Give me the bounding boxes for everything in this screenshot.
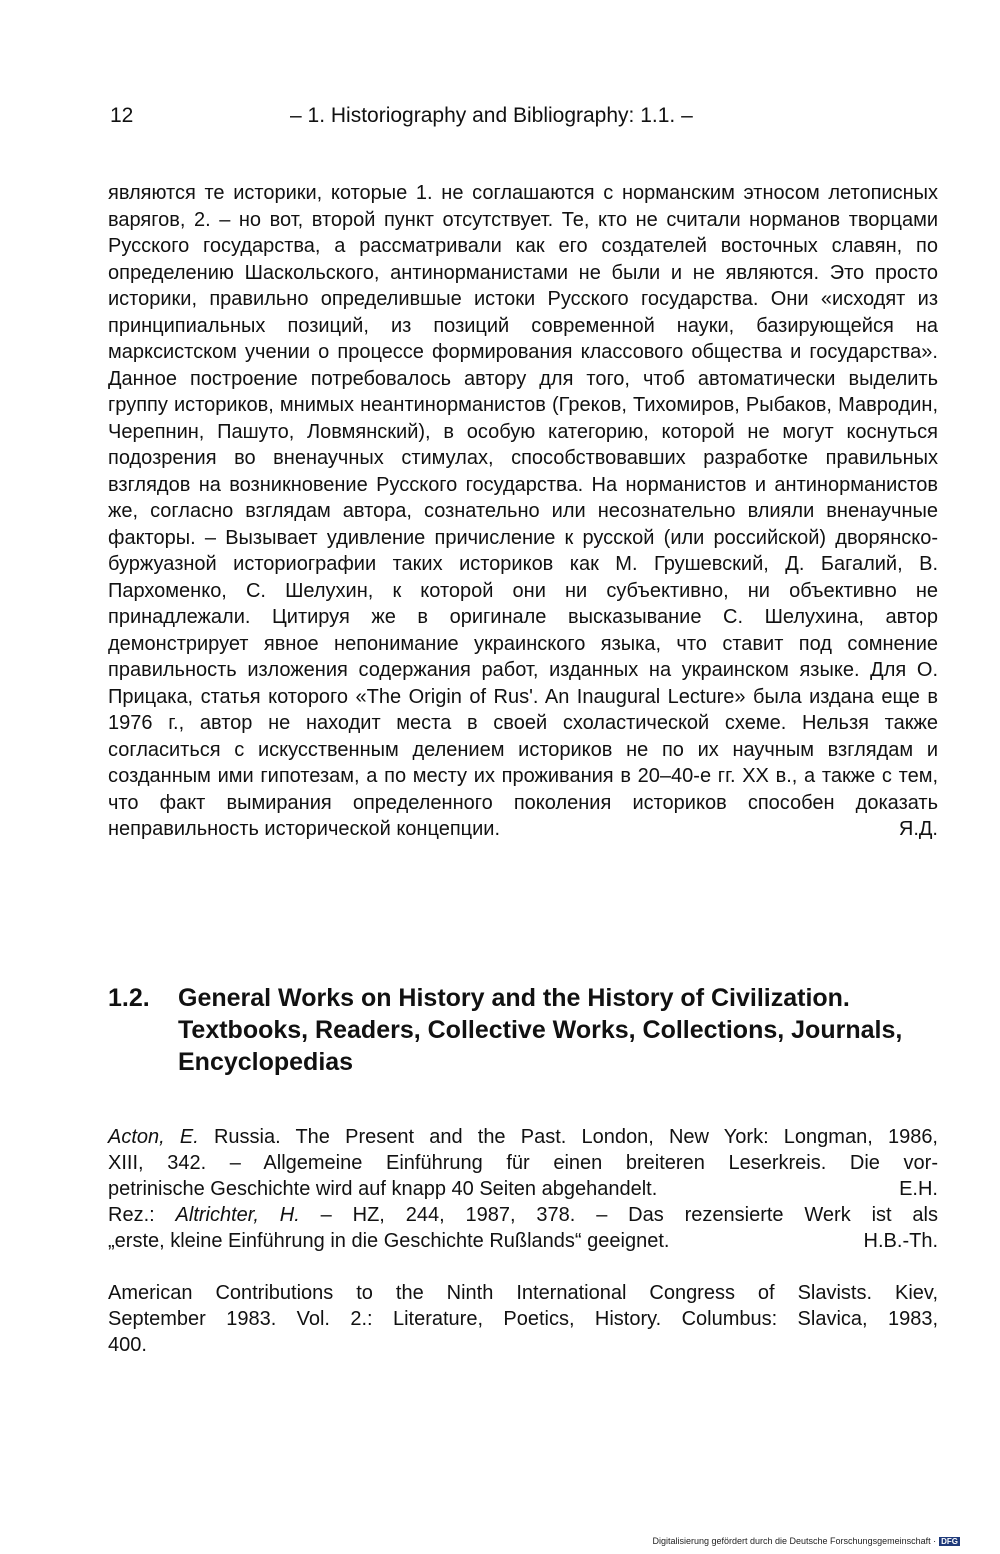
section-number: 1.2.	[108, 984, 150, 1012]
running-head: – 1. Historiography and Bibliography: 1.1. –	[290, 104, 693, 127]
dfg-logo: DFG	[941, 1537, 958, 1547]
footer-credit-text: Digitalisierung gefördert durch die Deutsche Forschungsgemeinschaft ·	[652, 1536, 937, 1546]
page-number: 12	[110, 104, 134, 127]
entry-signature: H.B.-Th.	[863, 1230, 938, 1252]
entry-line	[108, 1176, 938, 1202]
entry-signature: E.H.	[899, 1178, 938, 1200]
entry-text: – HZ, 244, 1987, 378. – Das rezensierte Werk ist als	[299, 1204, 938, 1226]
section-title	[178, 982, 948, 1078]
section-title-line: General Works on History and the History of Civilization.	[178, 984, 850, 1012]
bibliography-entry	[108, 1280, 938, 1358]
entry-line: September 1983. Vol. 2.: Literature, Poetics, History. Columbus: Slavica, 1983,	[108, 1308, 938, 1330]
review-text-block	[108, 180, 938, 843]
review-paragraph	[108, 180, 938, 843]
entry-line	[108, 1202, 938, 1228]
bibliography-entry	[108, 1124, 938, 1254]
review-signature: Я.Д.	[898, 818, 938, 840]
section-title-line: Textbooks, Readers, Collective Works, Collections, Journals,	[178, 1016, 903, 1044]
review-text: являются те историки, которые 1. не соглашаются с норманским этносом летописных варягов, 2. – но вот, второй пункт отсутствует. Те, кто не считали норманов творцами Русского государства, а рассматривали как его создателей восточных славян, по определению Шаскольского, антинорманистами не были и не являются. Это просто историки, правильно определившые истоки Русского государства. Они «исходят из принципиальных позиций, из позиций современной науки, базирующейся на марксистском учении о процессе формирования классового общества и государства». Данное построение потребовалось автору для того, чтоб автоматически выделить группу историков, мнимых неантинорманистов (Греков, Тихомиров, Рыбаков, Мавродин, Черепнин, Пашуто, Ловмянский), в особую категорию, которой не могут коснуться подозрения во вненаучных стимулах, способствовавших разработке правильных взглядов на возникновение Русского государства. На норманистов и антинорманистов же, согласно взглядам автора, сознательно или несознательно влияли вненаучные факторы. – Вызывает удивление причисление к русской (или российской) дворянско-буржуазной историографии таких историков как М. Грушевский, Д. Багалий, В. Пархоменко, С. Шелухин, к которой они ни субъективно, ни объективно не принадлежали. Цитируя же в оригинале высказывание С. Шелухина, автор демонстрирует явное непонимание украинского языка, что ставит под сомнение правильность изложения содержания работ, изданных на украинском языке. Для О. Прицака, статья которого «The Origin of Rus'. An Inaugural Lecture» была издана еще в 1976 г., автор не находит места в своей схоластической схеме. Нельзя также согласиться с искусственным делением историков не по их научным взглядам и созданным ими гипотезам, а по месту их проживания в 20–40-е гг. XX в., а также с тем, что факт вымирания определенного поколения историков способен доказать неправильность исторической концепции.	[108, 182, 938, 840]
entry-line: XIII, 342. – Allgemeine Einführung für einen breiteren Leserkreis. Die vor-	[108, 1152, 938, 1174]
entry-text: petrinische Geschichte wird auf knapp 40 Seiten abgehandelt.	[108, 1178, 658, 1200]
entry-line: 400.	[108, 1334, 147, 1356]
entry-line	[108, 1124, 938, 1150]
entry-author: Acton, E.	[108, 1126, 199, 1148]
entry-line	[108, 1228, 938, 1254]
entry-text: „erste, kleine Einführung in die Geschichte Rußlands“ geeignet.	[108, 1230, 670, 1252]
section-title-line: Encyclopedias	[178, 1048, 354, 1076]
footer-credit	[652, 1536, 960, 1546]
entry-reviewer: Altrichter, H.	[175, 1204, 300, 1226]
review-prefix: Rez.:	[108, 1204, 176, 1226]
entry-line: American Contributions to the Ninth International Congress of Slavists. Kiev,	[108, 1282, 938, 1304]
entry-text: Russia. The Present and the Past. London, New York: Longman, 1986,	[198, 1126, 938, 1148]
